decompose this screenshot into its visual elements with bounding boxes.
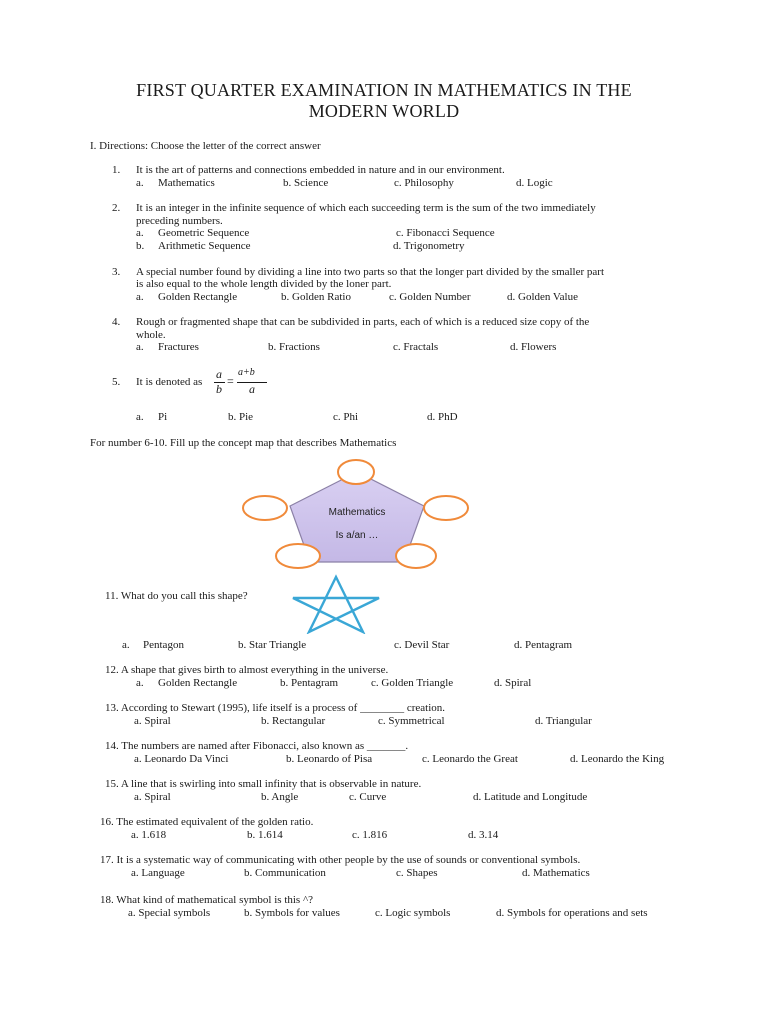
q3-choice-b: b. Golden Ratio bbox=[281, 291, 351, 303]
q12-choice-a-letter: a. bbox=[136, 677, 144, 689]
q14-choice-d: d. Leonardo the King bbox=[570, 753, 665, 765]
q11-choice-a-letter: a. bbox=[122, 639, 130, 651]
q4-choice-d: d. Flowers bbox=[510, 341, 557, 353]
q1-choice-c: c. Philosophy bbox=[394, 177, 454, 189]
q4-number: 4. bbox=[112, 316, 121, 328]
q2-choice-c: c. Fibonacci Sequence bbox=[396, 227, 495, 239]
concept-map-center-subtitle: Is a/an … bbox=[335, 530, 379, 541]
q5-text: It is denoted as bbox=[136, 376, 203, 388]
q2-choice-d: d. Trigonometry bbox=[393, 240, 465, 252]
q11-choice-b: b. Star Triangle bbox=[238, 639, 307, 651]
q4-choice-a: Fractures bbox=[158, 341, 199, 353]
q5-formula-a: a bbox=[216, 367, 222, 381]
q4-choice-c: c. Fractals bbox=[393, 341, 439, 353]
q15-choice-c: c. Curve bbox=[349, 791, 387, 803]
q12-text: 12. A shape that gives birth to almost everything in the universe. bbox=[105, 664, 389, 676]
q13-choice-d: d. Triangular bbox=[535, 715, 592, 727]
concept-map-blank-left[interactable] bbox=[243, 496, 287, 520]
concept-map-blank-top[interactable] bbox=[338, 460, 374, 484]
q11-text: 11. What do you call this shape? bbox=[105, 590, 248, 602]
q16-choice-a: a. 1.618 bbox=[131, 829, 167, 841]
q4-choice-a-letter: a. bbox=[136, 341, 144, 353]
concept-map-center-title: Mathematics bbox=[328, 507, 386, 518]
q18-choice-d: d. Symbols for operations and sets bbox=[496, 907, 648, 919]
q5-choice-c: c. Phi bbox=[333, 411, 359, 423]
q12-choice-d: d. Spiral bbox=[494, 677, 532, 689]
q11-choice-d: d. Pentagram bbox=[514, 639, 573, 651]
concept-map-instructions: For number 6-10. Fill up the concept map that describes Mathematics bbox=[90, 437, 397, 449]
q5-formula-denominator: a bbox=[249, 382, 255, 396]
q5-choice-a: Pi bbox=[158, 411, 168, 423]
q5-formula-equals: = bbox=[227, 374, 234, 388]
q18-choice-a: a. Special symbols bbox=[128, 907, 211, 919]
q4-choice-b: b. Fractions bbox=[268, 341, 320, 353]
q17-choice-a: a. Language bbox=[131, 867, 185, 879]
q4-text-line2: whole. bbox=[136, 329, 166, 341]
q5-formula-b: b bbox=[216, 382, 222, 396]
q3-text-line2: is also equal to the whole length divided by the loner part. bbox=[136, 278, 392, 290]
q3-number: 3. bbox=[112, 266, 121, 278]
q17-choice-b: b. Communication bbox=[244, 867, 326, 879]
exam-title-line1: FIRST QUARTER EXAMINATION IN MATHEMATICS IN THE bbox=[136, 80, 632, 100]
q2-choice-b: Arithmetic Sequence bbox=[158, 240, 251, 252]
q1-choice-a: Mathematics bbox=[158, 177, 215, 189]
q13-choice-a: a. Spiral bbox=[134, 715, 171, 727]
q5-number: 5. bbox=[112, 376, 121, 388]
q1-choice-b: b. Science bbox=[283, 177, 329, 189]
q3-choice-a-letter: a. bbox=[136, 291, 144, 303]
q5-choice-a-letter: a. bbox=[136, 411, 144, 423]
q13-choice-c: c. Symmetrical bbox=[378, 715, 445, 727]
q14-choice-a: a. Leonardo Da Vinci bbox=[134, 753, 229, 765]
q2-choice-a: Geometric Sequence bbox=[158, 227, 250, 239]
q1-number: 1. bbox=[112, 164, 121, 176]
q16-text: 16. The estimated equivalent of the golden ratio. bbox=[100, 816, 314, 828]
q17-text: 17. It is a systematic way of communicating with other people by the use of sounds or conventional symbols. bbox=[100, 854, 581, 866]
q1-choice-d: d. Logic bbox=[516, 177, 553, 189]
q3-choice-d: d. Golden Value bbox=[507, 291, 578, 303]
q4-text-line1: Rough or fragmented shape that can be subdivided in parts, each of which is a reduced size copy of the bbox=[136, 316, 590, 328]
q13-text: 13. According to Stewart (1995), life itself is a process of ________ creation. bbox=[105, 702, 446, 714]
q2-number: 2. bbox=[112, 202, 121, 214]
q17-choice-c: c. Shapes bbox=[396, 867, 438, 879]
q5-choice-b: b. Pie bbox=[228, 411, 254, 423]
q15-choice-d: d. Latitude and Longitude bbox=[473, 791, 588, 803]
q15-text: 15. A line that is swirling into small infinity that is observable in nature. bbox=[105, 778, 422, 790]
q5-formula bbox=[214, 367, 274, 399]
q3-text-line1: A special number found by dividing a line into two parts so that the longer part divided by the smaller part bbox=[136, 266, 605, 278]
q14-choice-c: c. Leonardo the Great bbox=[422, 753, 518, 765]
q14-choice-b: b. Leonardo of Pisa bbox=[286, 753, 373, 765]
q16-choice-b: b. 1.614 bbox=[247, 829, 283, 841]
concept-map-blank-bottom-right[interactable] bbox=[396, 544, 436, 568]
q12-choice-b: b. Pentagram bbox=[280, 677, 339, 689]
q3-choice-a: Golden Rectangle bbox=[158, 291, 238, 303]
concept-map-blank-right[interactable] bbox=[424, 496, 468, 520]
q1-choice-a-letter: a. bbox=[136, 177, 144, 189]
q15-choice-a: a. Spiral bbox=[134, 791, 171, 803]
q3-choice-c: c. Golden Number bbox=[389, 291, 471, 303]
q2-choice-b-letter: b. bbox=[136, 240, 145, 252]
q17-choice-d: d. Mathematics bbox=[522, 867, 590, 879]
q5-formula-numerator: a+b bbox=[238, 367, 255, 378]
q14-text: 14. The numbers are named after Fibonacci, also known as _______. bbox=[105, 740, 409, 752]
q1-text: It is the art of patterns and connections embedded in nature and in our environment. bbox=[136, 164, 505, 176]
q2-choice-a-letter: a. bbox=[136, 227, 144, 239]
q18-choice-c: c. Logic symbols bbox=[375, 907, 451, 919]
pentagram-star-icon bbox=[290, 574, 382, 634]
q16-choice-d: d. 3.14 bbox=[468, 829, 499, 841]
q12-choice-a: Golden Rectangle bbox=[158, 677, 238, 689]
q18-choice-b: b. Symbols for values bbox=[244, 907, 340, 919]
q18-text: 18. What kind of mathematical symbol is this ^? bbox=[100, 894, 314, 906]
q11-choice-a: Pentagon bbox=[143, 639, 184, 651]
directions: I. Directions: Choose the letter of the correct answer bbox=[90, 140, 321, 152]
q11-choice-c: c. Devil Star bbox=[394, 639, 450, 651]
q16-choice-c: c. 1.816 bbox=[352, 829, 388, 841]
q15-choice-b: b. Angle bbox=[261, 791, 299, 803]
q5-choice-d: d. PhD bbox=[427, 411, 458, 423]
concept-map-blank-bottom-left[interactable] bbox=[276, 544, 320, 568]
concept-map bbox=[230, 452, 480, 582]
exam-title-line2: MODERN WORLD bbox=[308, 101, 460, 121]
q2-text-line1: It is an integer in the infinite sequence of which each succeeding term is the sum of the two immediately bbox=[136, 202, 596, 214]
q13-choice-b: b. Rectangular bbox=[261, 715, 326, 727]
q2-text-line2: preceding numbers. bbox=[136, 215, 223, 227]
q12-choice-c: c. Golden Triangle bbox=[371, 677, 454, 689]
